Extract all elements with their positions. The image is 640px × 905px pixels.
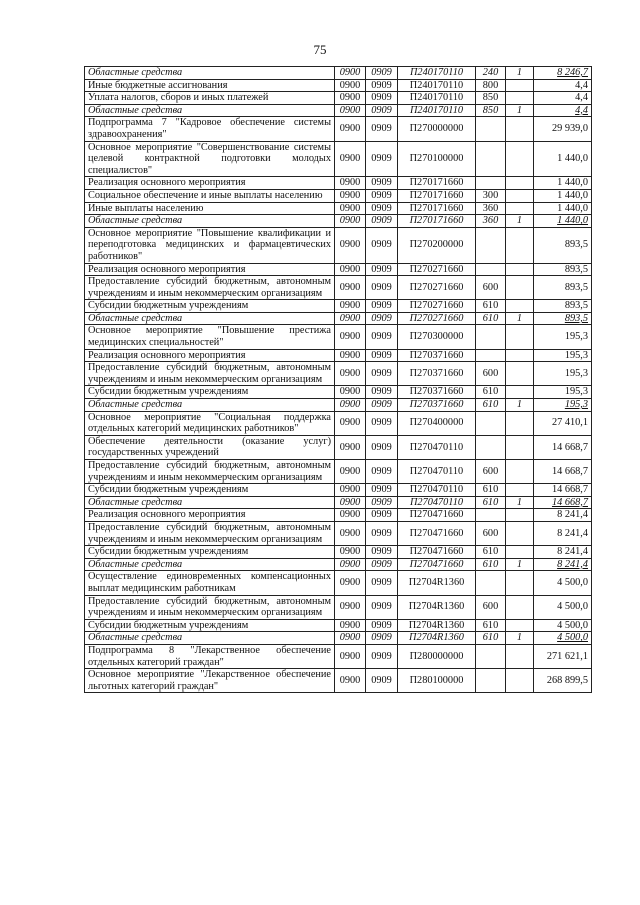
amount-cell: 893,5 <box>534 276 592 300</box>
source-code-cell <box>506 411 534 435</box>
target-article-cell: П270470110 <box>398 460 476 484</box>
amount-cell: 14 668,7 <box>534 460 592 484</box>
table-row <box>85 300 592 313</box>
amount-cell: 8 241,4 <box>534 521 592 545</box>
source-code-cell <box>506 669 534 693</box>
row-name-cell: Субсидии бюджетным учреждениям <box>85 386 335 399</box>
section-code-cell: 0900 <box>335 411 366 435</box>
table-body <box>85 67 592 693</box>
amount-cell: 893,5 <box>534 263 592 276</box>
target-article-cell: П270400000 <box>398 411 476 435</box>
table-row-regional-funds <box>85 215 592 228</box>
expense-type-cell: 610 <box>476 312 506 325</box>
expense-type-cell <box>476 411 506 435</box>
subsection-code-cell: 0909 <box>366 92 398 105</box>
table-row-regional-funds <box>85 67 592 80</box>
target-article-cell: П2704R1360 <box>398 619 476 632</box>
row-name-cell: Областные средства <box>85 215 335 228</box>
section-code-cell: 0900 <box>335 141 366 177</box>
expense-type-cell: 600 <box>476 276 506 300</box>
subsection-code-cell: 0909 <box>366 189 398 202</box>
table-row <box>85 349 592 362</box>
target-article-cell: П270470110 <box>398 496 476 509</box>
amount-cell: 4 500,0 <box>534 619 592 632</box>
section-code-cell: 0900 <box>335 189 366 202</box>
expense-type-cell <box>476 117 506 141</box>
target-article-cell: П240170110 <box>398 104 476 117</box>
subsection-code-cell: 0909 <box>366 484 398 497</box>
amount-cell: 195,3 <box>534 349 592 362</box>
subsection-code-cell: 0909 <box>366 644 398 668</box>
section-code-cell: 0900 <box>335 300 366 313</box>
section-code-cell: 0900 <box>335 558 366 571</box>
source-code-cell <box>506 349 534 362</box>
table-row-regional-funds <box>85 632 592 645</box>
expense-type-cell: 610 <box>476 546 506 559</box>
source-code-cell <box>506 300 534 313</box>
row-name-cell: Субсидии бюджетным учреждениям <box>85 484 335 497</box>
section-code-cell: 0900 <box>335 460 366 484</box>
expense-type-cell <box>476 177 506 190</box>
table-row-regional-funds <box>85 399 592 412</box>
row-name-cell: Подпрограмма 8 "Лекарственное обеспечение отдельных категорий граждан" <box>85 644 335 668</box>
row-name-cell: Подпрограмма 7 "Кадровое обеспечение системы здравоохранения" <box>85 117 335 141</box>
expense-type-cell: 300 <box>476 189 506 202</box>
expense-type-cell <box>476 141 506 177</box>
target-article-cell: П270171660 <box>398 177 476 190</box>
source-code-cell <box>506 362 534 386</box>
source-code-cell <box>506 644 534 668</box>
subsection-code-cell: 0909 <box>366 177 398 190</box>
amount-cell: 1 440,0 <box>534 189 592 202</box>
table-row <box>85 362 592 386</box>
source-code-cell <box>506 263 534 276</box>
row-name-cell: Областные средства <box>85 558 335 571</box>
subsection-code-cell: 0909 <box>366 312 398 325</box>
row-name-cell: Предоставление субсидий бюджетным, автономным учреждениям и иным некоммерческим организациям <box>85 521 335 545</box>
target-article-cell: П2704R1360 <box>398 571 476 595</box>
table-row <box>85 202 592 215</box>
section-code-cell: 0900 <box>335 349 366 362</box>
table-row <box>85 509 592 522</box>
section-code-cell: 0900 <box>335 117 366 141</box>
source-code-cell: 1 <box>506 496 534 509</box>
table-row <box>85 227 592 263</box>
target-article-cell: П240170110 <box>398 67 476 80</box>
amount-cell: 195,3 <box>534 399 592 412</box>
subsection-code-cell: 0909 <box>366 546 398 559</box>
subsection-code-cell: 0909 <box>366 571 398 595</box>
table-row-regional-funds <box>85 558 592 571</box>
target-article-cell: П270471660 <box>398 509 476 522</box>
expense-type-cell <box>476 435 506 459</box>
subsection-code-cell: 0909 <box>366 460 398 484</box>
expense-type-cell: 600 <box>476 521 506 545</box>
target-article-cell: П280000000 <box>398 644 476 668</box>
target-article-cell: П270271660 <box>398 300 476 313</box>
target-article-cell: П270271660 <box>398 276 476 300</box>
row-name-cell: Областные средства <box>85 312 335 325</box>
subsection-code-cell: 0909 <box>366 117 398 141</box>
table-row <box>85 141 592 177</box>
subsection-code-cell: 0909 <box>366 227 398 263</box>
row-name-cell: Субсидии бюджетным учреждениям <box>85 300 335 313</box>
subsection-code-cell: 0909 <box>366 619 398 632</box>
table-row <box>85 669 592 693</box>
row-name-cell: Областные средства <box>85 399 335 412</box>
section-code-cell: 0900 <box>335 521 366 545</box>
row-name-cell: Предоставление субсидий бюджетным, автономным учреждениям и иным некоммерческим организациям <box>85 595 335 619</box>
source-code-cell: 1 <box>506 215 534 228</box>
row-name-cell: Областные средства <box>85 104 335 117</box>
source-code-cell <box>506 202 534 215</box>
source-code-cell <box>506 484 534 497</box>
subsection-code-cell: 0909 <box>366 632 398 645</box>
subsection-code-cell: 0909 <box>366 325 398 349</box>
table-row <box>85 595 592 619</box>
row-name-cell: Социальное обеспечение и иные выплаты населению <box>85 189 335 202</box>
row-name-cell: Областные средства <box>85 632 335 645</box>
amount-cell: 4 500,0 <box>534 632 592 645</box>
amount-cell: 4,4 <box>534 104 592 117</box>
source-code-cell: 1 <box>506 558 534 571</box>
section-code-cell: 0900 <box>335 215 366 228</box>
source-code-cell <box>506 521 534 545</box>
table-row <box>85 79 592 92</box>
section-code-cell: 0900 <box>335 263 366 276</box>
target-article-cell: П270371660 <box>398 386 476 399</box>
target-article-cell: П2704R1360 <box>398 632 476 645</box>
table-row <box>85 276 592 300</box>
target-article-cell: П270100000 <box>398 141 476 177</box>
expense-type-cell: 610 <box>476 496 506 509</box>
section-code-cell: 0900 <box>335 325 366 349</box>
expense-type-cell <box>476 669 506 693</box>
subsection-code-cell: 0909 <box>366 104 398 117</box>
amount-cell: 893,5 <box>534 300 592 313</box>
target-article-cell: П280100000 <box>398 669 476 693</box>
target-article-cell: П240170110 <box>398 79 476 92</box>
table-row <box>85 117 592 141</box>
subsection-code-cell: 0909 <box>366 558 398 571</box>
expense-type-cell <box>476 349 506 362</box>
target-article-cell: П270271660 <box>398 312 476 325</box>
table-row <box>85 460 592 484</box>
table-row <box>85 619 592 632</box>
expense-type-cell: 610 <box>476 300 506 313</box>
source-code-cell <box>506 276 534 300</box>
subsection-code-cell: 0909 <box>366 79 398 92</box>
table-row <box>85 325 592 349</box>
amount-cell: 29 939,0 <box>534 117 592 141</box>
page-number: 75 <box>313 42 327 57</box>
target-article-cell: П270371660 <box>398 349 476 362</box>
section-code-cell: 0900 <box>335 202 366 215</box>
table-row-regional-funds <box>85 312 592 325</box>
row-name-cell: Иные бюджетные ассигнования <box>85 79 335 92</box>
section-code-cell: 0900 <box>335 227 366 263</box>
source-code-cell: 1 <box>506 312 534 325</box>
row-name-cell: Предоставление субсидий бюджетным, автономным учреждениям и иным некоммерческим организациям <box>85 460 335 484</box>
row-name-cell: Обеспечение деятельности (оказание услуг) государственных учреждений <box>85 435 335 459</box>
table-row <box>85 177 592 190</box>
amount-cell: 8 246,7 <box>534 67 592 80</box>
table-row <box>85 189 592 202</box>
amount-cell: 14 668,7 <box>534 484 592 497</box>
expense-type-cell: 600 <box>476 362 506 386</box>
source-code-cell <box>506 546 534 559</box>
target-article-cell: П2704R1360 <box>398 595 476 619</box>
source-code-cell: 1 <box>506 67 534 80</box>
row-name-cell: Основное мероприятие "Повышение престижа медицинских специальностей" <box>85 325 335 349</box>
table-row <box>85 644 592 668</box>
section-code-cell: 0900 <box>335 644 366 668</box>
expense-type-cell <box>476 644 506 668</box>
expense-type-cell <box>476 509 506 522</box>
amount-cell: 8 241,4 <box>534 509 592 522</box>
row-name-cell: Осуществление единовременных компенсационных выплат медицинским работникам <box>85 571 335 595</box>
subsection-code-cell: 0909 <box>366 349 398 362</box>
source-code-cell <box>506 92 534 105</box>
target-article-cell: П270300000 <box>398 325 476 349</box>
row-name-cell: Основное мероприятие "Совершенствование системы целевой контрактной подготовки молодых специалистов" <box>85 141 335 177</box>
subsection-code-cell: 0909 <box>366 411 398 435</box>
section-code-cell: 0900 <box>335 595 366 619</box>
row-name-cell: Областные средства <box>85 496 335 509</box>
row-name-cell: Предоставление субсидий бюджетным, автономным учреждениям и иным некоммерческим организациям <box>85 362 335 386</box>
amount-cell: 195,3 <box>534 325 592 349</box>
source-code-cell <box>506 460 534 484</box>
section-code-cell: 0900 <box>335 386 366 399</box>
section-code-cell: 0900 <box>335 399 366 412</box>
target-article-cell: П270171660 <box>398 215 476 228</box>
section-code-cell: 0900 <box>335 546 366 559</box>
expense-type-cell: 610 <box>476 632 506 645</box>
amount-cell: 4,4 <box>534 79 592 92</box>
subsection-code-cell: 0909 <box>366 300 398 313</box>
row-name-cell: Предоставление субсидий бюджетным, автономным учреждениям и иным некоммерческим организациям <box>85 276 335 300</box>
amount-cell: 14 668,7 <box>534 435 592 459</box>
section-code-cell: 0900 <box>335 67 366 80</box>
target-article-cell: П270470110 <box>398 484 476 497</box>
target-article-cell: П270371660 <box>398 362 476 386</box>
amount-cell: 1 440,0 <box>534 177 592 190</box>
source-code-cell: 1 <box>506 104 534 117</box>
table-row <box>85 411 592 435</box>
amount-cell: 893,5 <box>534 227 592 263</box>
expense-type-cell: 610 <box>476 399 506 412</box>
amount-cell: 14 668,7 <box>534 496 592 509</box>
section-code-cell: 0900 <box>335 484 366 497</box>
source-code-cell: 1 <box>506 632 534 645</box>
table-row <box>85 546 592 559</box>
target-article-cell: П270271660 <box>398 263 476 276</box>
amount-cell: 271 621,1 <box>534 644 592 668</box>
section-code-cell: 0900 <box>335 571 366 595</box>
amount-cell: 1 440,0 <box>534 215 592 228</box>
section-code-cell: 0900 <box>335 312 366 325</box>
source-code-cell <box>506 619 534 632</box>
section-code-cell: 0900 <box>335 362 366 386</box>
row-name-cell: Основное мероприятие "Социальная поддержка отдельных категорий медицинских работников" <box>85 411 335 435</box>
amount-cell: 8 241,4 <box>534 546 592 559</box>
row-name-cell: Иные выплаты населению <box>85 202 335 215</box>
target-article-cell: П270471660 <box>398 521 476 545</box>
target-article-cell: П270471660 <box>398 558 476 571</box>
expense-type-cell: 240 <box>476 67 506 80</box>
row-name-cell: Реализация основного мероприятия <box>85 349 335 362</box>
target-article-cell: П270470110 <box>398 435 476 459</box>
expense-type-cell <box>476 263 506 276</box>
subsection-code-cell: 0909 <box>366 496 398 509</box>
section-code-cell: 0900 <box>335 92 366 105</box>
amount-cell: 195,3 <box>534 362 592 386</box>
row-name-cell: Субсидии бюджетным учреждениям <box>85 619 335 632</box>
subsection-code-cell: 0909 <box>366 67 398 80</box>
section-code-cell: 0900 <box>335 619 366 632</box>
expense-type-cell: 610 <box>476 386 506 399</box>
table-row <box>85 92 592 105</box>
table-row-regional-funds <box>85 104 592 117</box>
subsection-code-cell: 0909 <box>366 399 398 412</box>
row-name-cell: Субсидии бюджетным учреждениям <box>85 546 335 559</box>
section-code-cell: 0900 <box>335 276 366 300</box>
source-code-cell <box>506 509 534 522</box>
expense-type-cell <box>476 571 506 595</box>
row-name-cell: Областные средства <box>85 67 335 80</box>
source-code-cell <box>506 177 534 190</box>
section-code-cell: 0900 <box>335 496 366 509</box>
expense-type-cell <box>476 325 506 349</box>
expense-type-cell: 600 <box>476 460 506 484</box>
amount-cell: 4 500,0 <box>534 571 592 595</box>
source-code-cell <box>506 189 534 202</box>
budget-table <box>84 66 592 693</box>
source-code-cell <box>506 571 534 595</box>
amount-cell: 893,5 <box>534 312 592 325</box>
source-code-cell <box>506 117 534 141</box>
amount-cell: 27 410,1 <box>534 411 592 435</box>
expense-type-cell: 850 <box>476 104 506 117</box>
source-code-cell <box>506 435 534 459</box>
row-name-cell: Уплата налогов, сборов и иных платежей <box>85 92 335 105</box>
target-article-cell: П240170110 <box>398 92 476 105</box>
subsection-code-cell: 0909 <box>366 386 398 399</box>
row-name-cell: Основное мероприятие "Повышение квалификации и переподготовка медицинских и фармацевтических работников" <box>85 227 335 263</box>
section-code-cell: 0900 <box>335 79 366 92</box>
target-article-cell: П270000000 <box>398 117 476 141</box>
expense-type-cell: 360 <box>476 202 506 215</box>
expense-type-cell: 610 <box>476 484 506 497</box>
table-row <box>85 263 592 276</box>
expense-type-cell: 600 <box>476 595 506 619</box>
amount-cell: 1 440,0 <box>534 202 592 215</box>
table-row <box>85 521 592 545</box>
amount-cell: 4,4 <box>534 92 592 105</box>
section-code-cell: 0900 <box>335 177 366 190</box>
table-row-regional-funds <box>85 496 592 509</box>
subsection-code-cell: 0909 <box>366 276 398 300</box>
table-row <box>85 571 592 595</box>
table-row <box>85 484 592 497</box>
source-code-cell <box>506 386 534 399</box>
expense-type-cell <box>476 227 506 263</box>
section-code-cell: 0900 <box>335 632 366 645</box>
section-code-cell: 0900 <box>335 669 366 693</box>
subsection-code-cell: 0909 <box>366 263 398 276</box>
subsection-code-cell: 0909 <box>366 509 398 522</box>
amount-cell: 268 899,5 <box>534 669 592 693</box>
subsection-code-cell: 0909 <box>366 362 398 386</box>
expense-type-cell: 610 <box>476 619 506 632</box>
target-article-cell: П270171660 <box>398 189 476 202</box>
target-article-cell: П270200000 <box>398 227 476 263</box>
section-code-cell: 0900 <box>335 435 366 459</box>
subsection-code-cell: 0909 <box>366 595 398 619</box>
table-row <box>85 435 592 459</box>
subsection-code-cell: 0909 <box>366 435 398 459</box>
row-name-cell: Реализация основного мероприятия <box>85 509 335 522</box>
source-code-cell <box>506 325 534 349</box>
subsection-code-cell: 0909 <box>366 215 398 228</box>
amount-cell: 1 440,0 <box>534 141 592 177</box>
row-name-cell: Реализация основного мероприятия <box>85 263 335 276</box>
amount-cell: 195,3 <box>534 386 592 399</box>
target-article-cell: П270171660 <box>398 202 476 215</box>
source-code-cell <box>506 227 534 263</box>
expense-type-cell: 800 <box>476 79 506 92</box>
section-code-cell: 0900 <box>335 509 366 522</box>
source-code-cell <box>506 141 534 177</box>
table-row <box>85 386 592 399</box>
expense-type-cell: 360 <box>476 215 506 228</box>
section-code-cell: 0900 <box>335 104 366 117</box>
subsection-code-cell: 0909 <box>366 669 398 693</box>
amount-cell: 4 500,0 <box>534 595 592 619</box>
source-code-cell <box>506 595 534 619</box>
subsection-code-cell: 0909 <box>366 202 398 215</box>
source-code-cell: 1 <box>506 399 534 412</box>
subsection-code-cell: 0909 <box>366 141 398 177</box>
expense-type-cell: 610 <box>476 558 506 571</box>
target-article-cell: П270371660 <box>398 399 476 412</box>
source-code-cell <box>506 79 534 92</box>
row-name-cell: Основное мероприятие "Лекарственное обеспечение льготных категорий граждан" <box>85 669 335 693</box>
subsection-code-cell: 0909 <box>366 521 398 545</box>
amount-cell: 8 241,4 <box>534 558 592 571</box>
row-name-cell: Реализация основного мероприятия <box>85 177 335 190</box>
expense-type-cell: 850 <box>476 92 506 105</box>
target-article-cell: П270471660 <box>398 546 476 559</box>
